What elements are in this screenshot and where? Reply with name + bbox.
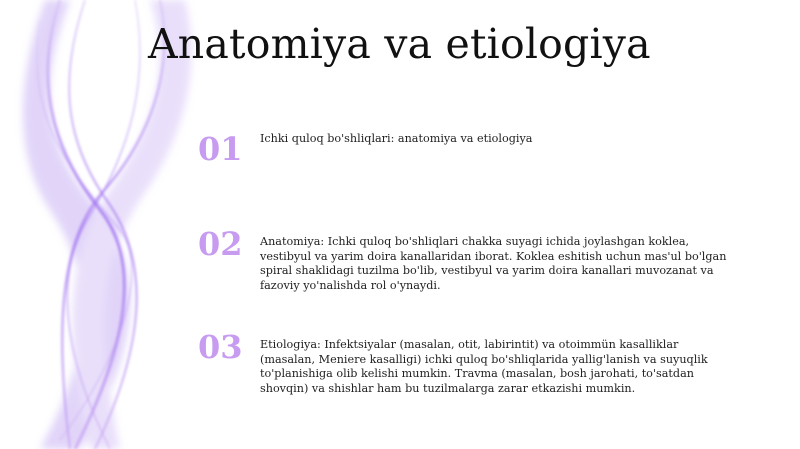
item-number: 01 (198, 130, 243, 168)
slide-title: Anatomiya va etiologiya (148, 20, 651, 68)
item-text: Anatomiya: Ichki quloq bo'shliqlari chakka suyagi ichida joylashgan koklea, vestibyul va yarim doira kanallaridan iborat. Koklea eshitish uchun mas'ul bo'lgan spiral shaklidagi tuzilma bo'lib, vestibyul va yarim doira kanallari muvozanat va fazoviy yo'nalishda rol o'ynaydi. (260, 235, 727, 292)
item-text: Etiologiya: Infektsiyalar (masalan, otit, labirintit) va otoimmün kasalliklar (masalan, Meniere kasalligi) ichki quloq bo'shliqlarida yallig'lanish va suyuqlik to'planishiga olib kelishi mumkin. Travma (masalan, bosh jarohati, to'satdan shovqin) va shishlar ham bu tuzilmalarga zarar etkazishi mumkin. (260, 338, 708, 395)
item-text: Ichki quloq bo'shliqlari: anatomiya va etiologiya (260, 132, 533, 145)
item-number: 03 (198, 328, 243, 366)
item-number: 02 (198, 225, 243, 263)
